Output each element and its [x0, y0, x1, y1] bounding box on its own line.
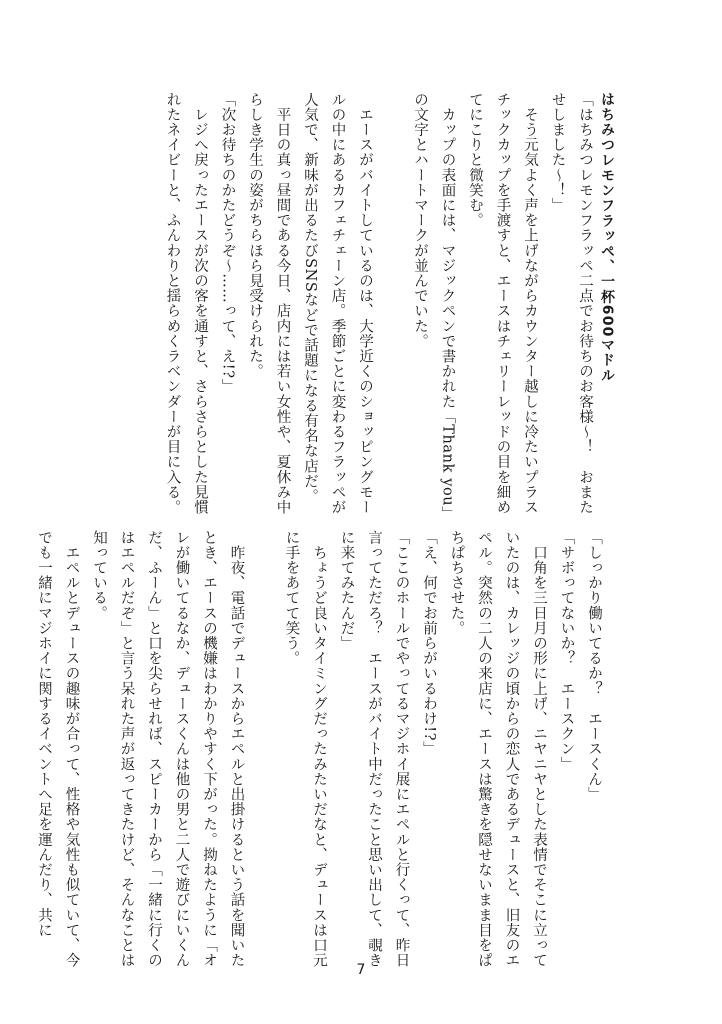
paragraph: 「ここのホールでやってるマジホイ展にエペルと行くって、昨日言ってただろ？ エースがバイト中だったこと思い出して、覗きに来てみたんだ」 [338, 530, 410, 968]
upper-text-block [158, 92, 598, 522]
paragraph: 昨夜、電話でデュースからエペルと出掛けるという話を聞いたとき、エースの機嫌はわかりやすく下がった。拗ねたように「オレが働いてるなか、デュースくんは他の男と二人で遊びにいくんだ、ふーん」と口を尖らせれば、スピーカーから「一緒に行くのはエペルだぞ」と言う呆れた声が返ってきたけど、そんなことは知っている。 [91, 530, 245, 968]
paragraph: そう元気よく声を上げながらカウンター越しに冷たいプラスチックカップを手渡すと、エースはチェリーレッドの目を細めてにこりと微笑む。 [467, 92, 538, 515]
paragraph: 「しっかり働いてるか？ エースくん」 [586, 530, 602, 802]
paragraph: ちょうど良いタイミングだったみたいだなと、デュースは口元に手をあてて笑う。 [283, 530, 327, 968]
lower-text-block [30, 530, 608, 970]
blank-line [250, 530, 278, 970]
paragraph: 平日の真っ昼間である今日、店内には若い女性や、夏休み中らしき学生の姿がちらほら見受けられた。 [247, 92, 291, 515]
blank-line [378, 92, 406, 522]
paragraph: 口角を三日月の形に上げ、ニヤニヤとした表情でそこに立っていたのは、カレッジの頃からの恋人であるデュースと、旧友のエペル。突然の二人の来店に、エースは驚きを隠せないまま目をぱちぱちさせた。 [448, 530, 547, 968]
chapter-title: はちみつレモンフラッペ、一杯600マドル [599, 92, 615, 384]
paragraph: レジへ戻ったエースが次の客を通すと、さらさらとした見慣れたネイビーと、ふんわりと揺らめくラベンダーが目に入る。 [164, 92, 208, 515]
paragraph: 「はちみつレモンフラッペ二点でお待ちのお客様〜！ おまたせしました〜！」 [549, 92, 593, 515]
paragraph: エースがバイトしているのは、大学近くのショッピングモールの中にあるカフェチェーン店。季節ごとに変わるフラッペが人気で、新味が出るたびSNSなどで話題になる有名な店だ。 [302, 92, 373, 515]
paragraph: 「次お待ちのかたどうぞ〜……って、え!?」 [219, 92, 236, 394]
paragraph: 「え、何でお前らがいるわけ!?」 [421, 530, 437, 757]
page-number: 7 [356, 962, 366, 978]
paragraph: カップの表面には、マジックペンで書かれた「Thank you」の文字とハートマークが並んでいた。 [412, 92, 456, 522]
paragraph: エペルとデュースの趣味が合って、性格や気性も似ていて、今でも一緒にマジホイに関するイベントへ足を運んだり、共に [36, 530, 80, 968]
paragraph: 「サボってないか？ エースクン」 [558, 530, 575, 772]
